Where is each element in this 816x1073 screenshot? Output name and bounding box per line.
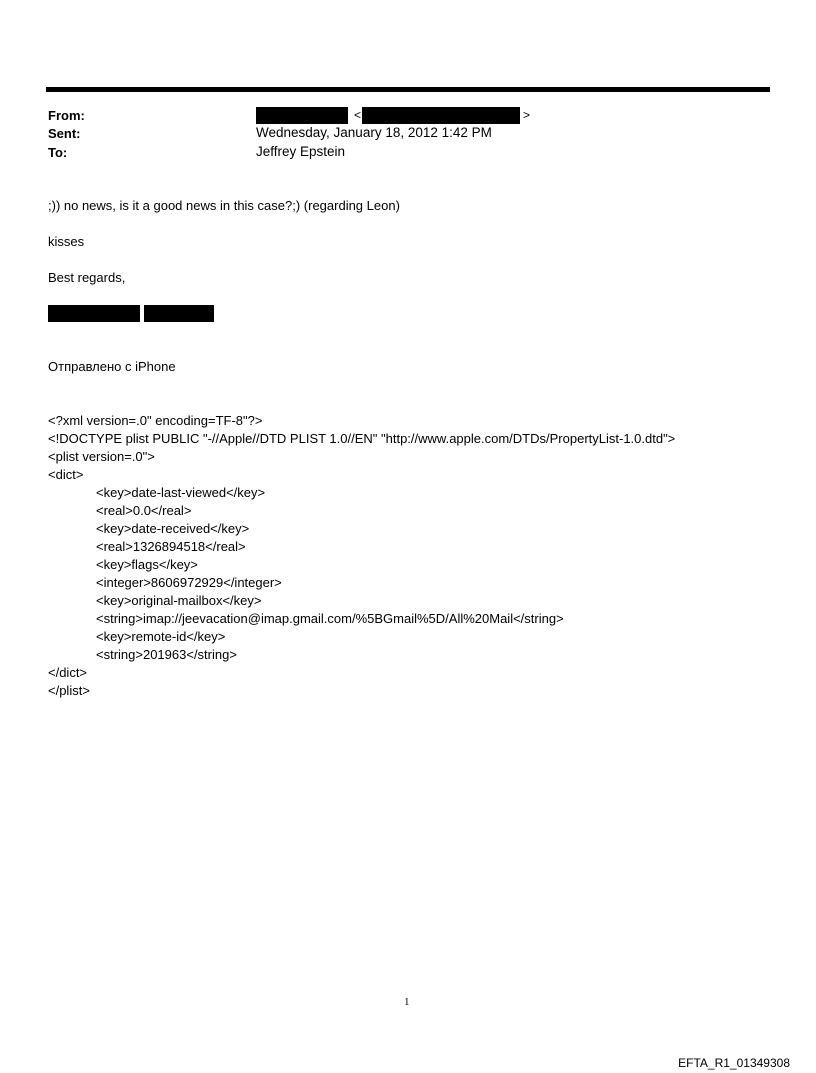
redacted-signature-last <box>144 305 214 322</box>
plist-line: <plist version=.0"> <box>48 449 155 464</box>
sent-label: Sent: <box>48 126 81 141</box>
plist-line: <integer>8606972929</integer> <box>96 575 282 590</box>
plist-line: <real>0.0</real> <box>96 503 192 518</box>
redacted-signature-first <box>48 305 140 322</box>
message-signoff: Best regards, <box>48 270 126 285</box>
plist-line: </plist> <box>48 683 90 698</box>
plist-line: <string>201963</string> <box>96 647 237 662</box>
plist-line: </dict> <box>48 665 88 680</box>
plist-line: <real>1326894518</real> <box>96 539 246 554</box>
message-line-1: ;)) no news, is it a good news in this case?;) (regarding Leon) <box>48 198 400 213</box>
redacted-sender-email <box>362 107 520 124</box>
from-label: From: <box>48 108 85 123</box>
sender-email-close-bracket: > <box>523 108 531 122</box>
sent-date: Wednesday, January 18, 2012 1:42 PM <box>256 125 492 140</box>
plist-line: <string>imap://jeevacation@imap.gmail.com/%5BGmail%5D/All%20Mail</string> <box>96 611 564 626</box>
plist-line: <key>original-mailbox</key> <box>96 593 262 608</box>
plist-line: <key>date-last-viewed</key> <box>96 485 266 500</box>
recipient-name: Jeffrey Epstein <box>256 144 346 159</box>
redacted-sender-name <box>256 107 348 124</box>
plist-line: <dict> <box>48 467 84 482</box>
page-number: 1 <box>404 996 410 1008</box>
message-line-2: kisses <box>48 234 85 249</box>
plist-line: <key>date-received</key> <box>96 521 250 536</box>
plist-line: <!DOCTYPE plist PUBLIC "-//Apple//DTD PLIST 1.0//EN" "http://www.apple.com/DTDs/PropertyList-1.0.dtd"> <box>48 431 676 446</box>
plist-line: <key>flags</key> <box>96 557 198 572</box>
bates-number: EFTA_R1_01349308 <box>678 1056 790 1070</box>
plist-xml-block <box>48 412 675 700</box>
header-rule <box>46 87 770 92</box>
sent-from-iphone: Отправлено с iPhone <box>48 359 176 374</box>
plist-line: <?xml version=.0" encoding=TF-8"?> <box>48 413 263 428</box>
to-label: To: <box>48 145 68 160</box>
plist-line: <key>remote-id</key> <box>96 629 226 644</box>
sender-email-open-bracket: < <box>354 108 362 122</box>
